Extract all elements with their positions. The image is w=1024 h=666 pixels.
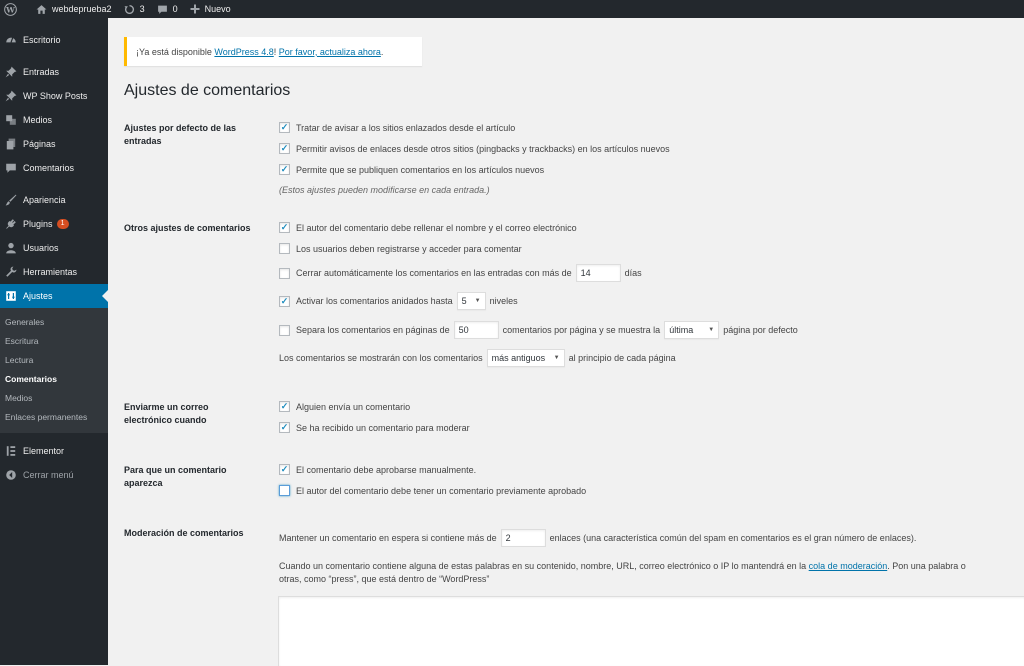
chevron-down-icon: ▼ [474,298,481,304]
option-require-registration[interactable]: Los usuarios deben registrarse y acceder para comentar [279,243,522,254]
moderation-links-input[interactable]: 2 [501,529,546,547]
checkbox[interactable] [279,268,290,279]
new-content-label: Nuevo [204,4,231,14]
option-moderation-links: Mantener un comentario en espera si contiene más de 2 enlaces (una característica común del spam en comentarios es el gran número de enlaces). [279,529,916,547]
brush-icon [4,193,18,207]
dashboard-icon [4,33,18,47]
option-close-comments[interactable]: Cerrar automáticamente los comentarios en las entradas con más de 14 días [279,264,642,282]
section-label-other: Otros ajustes de comentarios [124,223,251,233]
submenu-escritura[interactable]: Escritura [5,336,39,346]
menu-elementor[interactable]: Elementor [0,439,108,463]
updates-count: 3 [139,4,145,14]
option-previously-approved[interactable]: El autor del comentario debe tener un comentario previamente aprobado [279,485,586,496]
option-email-new-comment[interactable]: ✓ Alguien envía un comentario [279,401,410,412]
main-content [108,18,1024,665]
section-label-appear: Para que un comentario aparezca [124,465,227,488]
section-label-email: Enviarme un correo electrónico cuando [124,402,209,425]
menu-comentarios[interactable]: Comentarios [0,156,108,180]
section-label-defaults: Ajustes por defecto de las entradas [124,123,237,146]
default-page-select[interactable]: última ▼ [664,321,719,339]
option-require-name-email[interactable]: ✓ El autor del comentario debe rellenar el nombre y el correo electrónico [279,222,577,233]
wrench-icon [4,265,18,279]
comment-bubble-icon [157,4,168,15]
submenu-lectura[interactable]: Lectura [5,355,34,365]
menu-plugins[interactable]: Plugins 1 [0,212,108,236]
page-title: Ajustes de comentarios [124,82,291,99]
option-allow-pingbacks[interactable]: ✓ Permitir avisos de enlaces desde otros sitios (pingbacks y trackbacks) en los artículos nuevos [279,143,670,154]
menu-medios[interactable]: Medios [0,108,108,132]
menu-usuarios[interactable]: Usuarios [0,236,108,260]
media-icon [4,113,18,127]
collapse-icon [4,468,18,482]
section-label-moderation: Moderación de comentarios [124,528,244,538]
option-notify-linked-sites[interactable]: ✓ Tratar de avisar a los sitios enlazados desde el artículo [279,122,515,133]
updates-icon [124,4,135,15]
elementor-icon [4,444,18,458]
pin-icon [4,65,18,79]
svg-text:W: W [6,4,15,14]
moderation-keys-textarea[interactable] [278,596,1024,666]
submenu-medios[interactable]: Medios [5,393,33,403]
settings-submenu [0,308,108,433]
checkbox[interactable] [279,422,290,433]
home-icon [36,4,47,15]
checkbox[interactable] [279,464,290,475]
pin-icon [4,89,18,103]
plugins-update-badge: 1 [57,219,69,229]
updates-link[interactable] [118,0,151,18]
checkbox[interactable] [279,122,290,133]
plugin-icon [4,217,18,231]
option-manual-approval[interactable]: ✓ El comentario debe aprobarse manualmente. [279,464,476,475]
settings-icon [4,289,18,303]
option-paginate-comments[interactable]: Separa los comentarios en páginas de 50 comentarios por página y se muestra la última ▼ página por defecto [279,321,798,339]
option-comment-order: Los comentarios se mostrarán con los comentarios más antiguos ▼ al principio de cada página [279,349,676,367]
option-allow-comments[interactable]: ✓ Permite que se publiquen comentarios en los artículos nuevos [279,164,544,175]
option-email-moderation[interactable]: ✓ Se ha recibido un comentario para moderar [279,422,470,433]
comment-icon [4,161,18,175]
submenu-generales[interactable]: Generales [5,317,45,327]
submenu-enlaces-permanentes[interactable]: Enlaces permanentes [5,412,88,422]
checkbox[interactable] [279,401,290,412]
menu-wp-show-posts[interactable]: WP Show Posts [0,84,108,108]
comments-per-page-input[interactable]: 50 [454,321,499,339]
menu-cerrar-menu[interactable]: Cerrar menú [0,463,108,487]
menu-apariencia[interactable]: Apariencia [0,188,108,212]
close-comments-days-input[interactable]: 14 [576,264,621,282]
moderation-queue-link[interactable]: cola de moderación [808,561,888,571]
update-notice: ¡Ya está disponible WordPress 4.8 ! Por favor, actualiza ahora . [124,37,422,66]
plus-icon [190,4,200,14]
moderation-description: Cuando un comentario contiene alguna de estas palabras en su contenido, nombre, URL, correo electrónico o IP lo mantendrá en la cola de moderación. Pon una palabra o otras, como “press”, que está dentro de “WordPress” [279,561,966,584]
comments-link[interactable] [151,0,184,18]
chevron-down-icon: ▼ [553,355,560,361]
admin-sidebar [0,18,108,665]
menu-escritorio[interactable]: Escritorio [0,28,108,52]
chevron-down-icon: ▼ [708,327,715,333]
checkbox[interactable] [279,325,290,336]
admin-bar [0,0,1024,18]
comments-count: 0 [172,4,178,14]
comment-order-select[interactable]: más antiguos ▼ [487,349,565,367]
checkbox[interactable] [279,296,290,307]
menu-herramientas[interactable]: Herramientas [0,260,108,284]
checkbox[interactable] [279,222,290,233]
menu-ajustes[interactable]: Ajustes [0,284,108,308]
menu-entradas[interactable]: Entradas [0,60,108,84]
site-name-link[interactable] [30,0,118,18]
checkbox[interactable] [279,243,290,254]
wordpress-version-link[interactable]: WordPress 4.8 [214,46,274,57]
defaults-note: (Estos ajustes pueden modificarse en cada entrada.) [279,185,490,195]
checkbox[interactable] [279,164,290,175]
site-name: webdeprueba2 [52,4,112,14]
submenu-comentarios[interactable]: Comentarios [5,374,57,384]
checkbox[interactable] [279,143,290,154]
update-now-link[interactable]: Por favor, actualiza ahora [278,46,381,57]
wordpress-logo-icon[interactable] [0,0,30,18]
checkbox[interactable] [279,485,290,496]
thread-depth-select[interactable]: 5 ▼ [457,292,486,310]
new-content-link[interactable] [184,0,237,18]
user-icon [4,241,18,255]
menu-paginas[interactable]: Páginas [0,132,108,156]
option-threaded-comments[interactable]: ✓ Activar los comentarios anidados hasta 5 ▼ niveles [279,292,518,310]
pages-icon [4,137,18,151]
